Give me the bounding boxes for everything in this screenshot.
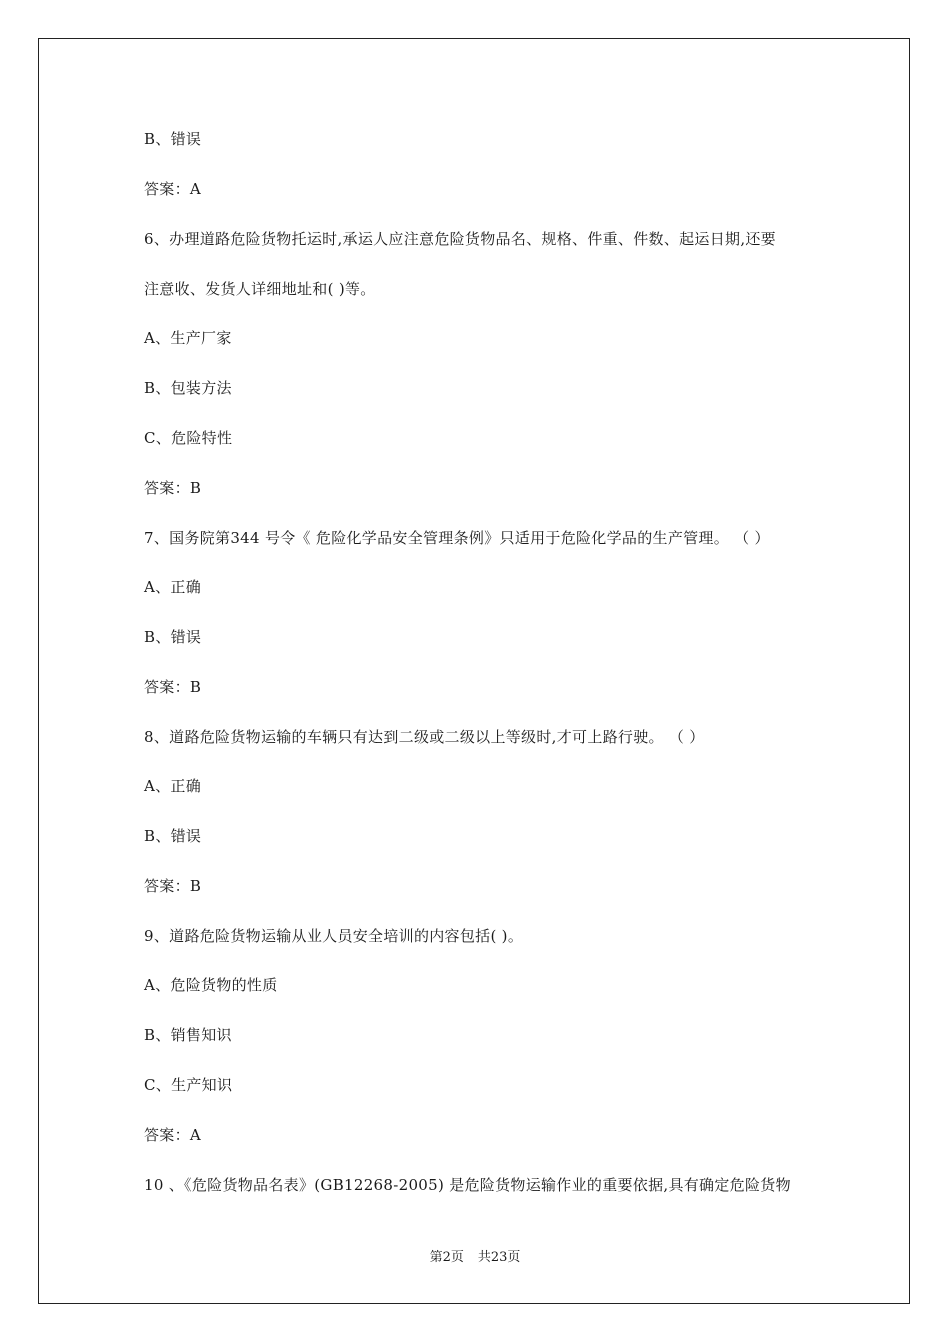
question-10: 10 、《危险货物品名表》(GB12268-2005) 是危险货物运输作业的重要依据,具有确定危险货物 bbox=[144, 1176, 791, 1194]
question-9: 9、道路危险货物运输从业人员安全培训的内容包括( )。 bbox=[144, 927, 524, 945]
answer-line: 答案：A bbox=[144, 180, 202, 198]
page-number: 第2页 bbox=[429, 1250, 464, 1265]
page-footer bbox=[0, 1249, 950, 1267]
answer-line: 答案：A bbox=[144, 1126, 202, 1144]
option-b: B、包装方法 bbox=[144, 379, 232, 397]
answer-line: 答案：B bbox=[144, 479, 202, 497]
answer-line: 答案：B bbox=[144, 678, 202, 696]
option-a: A、生产厂家 bbox=[144, 329, 232, 347]
option-b: B、销售知识 bbox=[144, 1026, 232, 1044]
option-b: B、错误 bbox=[144, 827, 202, 845]
option-c: C、危险特性 bbox=[144, 429, 233, 447]
option-c: C、生产知识 bbox=[144, 1076, 233, 1094]
page-total: 共23页 bbox=[477, 1250, 521, 1265]
option-a: A、正确 bbox=[144, 578, 202, 596]
option-a: A、危险货物的性质 bbox=[144, 976, 278, 994]
option-b: B、错误 bbox=[144, 130, 202, 148]
option-a: A、正确 bbox=[144, 777, 202, 795]
question-8: 8、道路危险货物运输的车辆只有达到二级或二级以上等级时,才可上路行驶。 （ ） bbox=[144, 728, 705, 746]
answer-line: 答案：B bbox=[144, 877, 202, 895]
question-6-continued: 注意收、发货人详细地址和( )等。 bbox=[144, 280, 376, 298]
option-b: B、错误 bbox=[144, 628, 202, 646]
question-6: 6、办理道路危险货物托运时,承运人应注意危险货物品名、规格、件重、件数、起运日期,还要 bbox=[144, 230, 776, 248]
question-7: 7、国务院第344 号令《 危险化学品安全管理条例》只适用于危险化学品的生产管理。 （ ） bbox=[144, 529, 770, 547]
page-border bbox=[38, 38, 910, 1304]
